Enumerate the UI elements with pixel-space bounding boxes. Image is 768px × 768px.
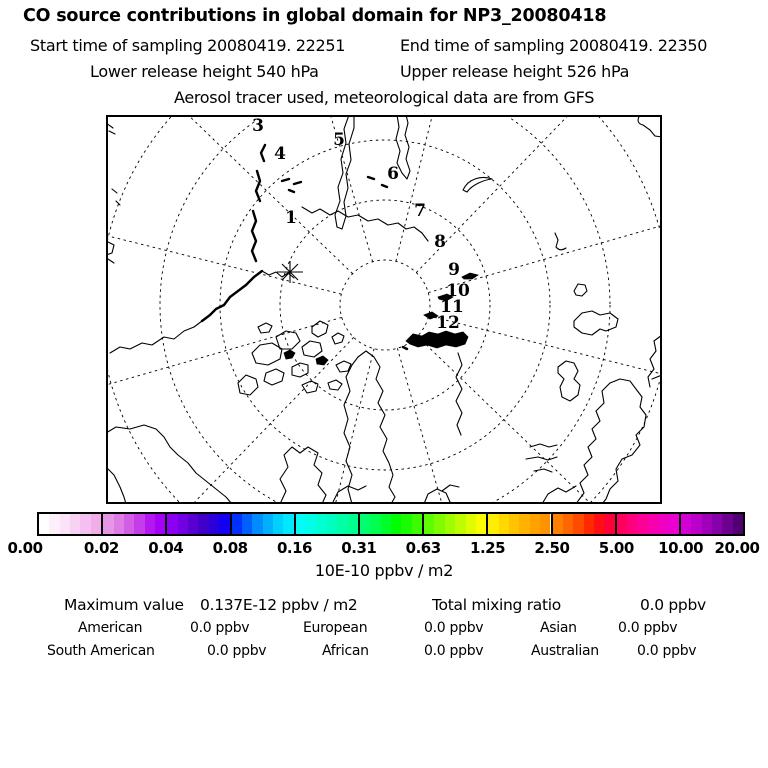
colorbar-cell	[219, 514, 229, 534]
lower-release-label: Lower release height 540 hPa	[90, 62, 319, 81]
colorbar-tick-label: 0.63	[405, 539, 441, 557]
meridian-line	[429, 316, 662, 416]
colorbar-segment	[681, 514, 743, 534]
latitude-circle	[106, 115, 662, 504]
colorbar-cell	[60, 514, 70, 534]
colorbar-cell	[296, 514, 306, 534]
colorbar-cell	[178, 514, 188, 534]
region-value: 0.0 ppbv	[618, 620, 678, 636]
colorbar-segment	[296, 514, 360, 534]
colorbar-segment	[39, 514, 103, 534]
trajectory-point-label: 5	[333, 130, 345, 150]
graticule	[106, 115, 662, 504]
colorbar-cell	[424, 514, 434, 534]
colorbar-cell	[188, 514, 198, 534]
meridian-line	[416, 115, 662, 273]
max-value: 0.137E-12 ppbv / m2	[200, 596, 358, 614]
colorbar-cell	[476, 514, 486, 534]
max-value-label: Maximum value	[64, 596, 184, 614]
colorbar-cell	[263, 514, 273, 534]
colorbar-cell	[722, 514, 732, 534]
region-name: Australian	[531, 643, 599, 659]
trajectory-point-label: 8	[434, 232, 446, 252]
colorbar-tick-label: 20.00	[714, 539, 760, 557]
colorbar-cell	[540, 514, 550, 534]
colorbar-cell	[455, 514, 465, 534]
colorbar-cell	[488, 514, 498, 534]
colorbar-cell	[242, 514, 252, 534]
region-name: European	[303, 620, 368, 636]
colorbar-cell	[563, 514, 573, 534]
colorbar-segment	[360, 514, 424, 534]
trajectory-point-label: 7	[414, 201, 426, 221]
colorbar-segment	[232, 514, 296, 534]
colorbar-cell	[316, 514, 326, 534]
meridian-line	[106, 194, 341, 294]
trajectory-point-label: 6	[387, 164, 399, 184]
colorbar-cell	[466, 514, 476, 534]
colorbar-cell	[114, 514, 124, 534]
colorbar-cell	[232, 514, 242, 534]
colorbar-cell	[348, 514, 358, 534]
colorbar-cell	[553, 514, 563, 534]
colorbar-tick-label: 0.08	[212, 539, 248, 557]
colorbar-cell	[401, 514, 411, 534]
trajectory-point-label: 11	[440, 297, 464, 317]
region-value: 0.0 ppbv	[637, 643, 697, 659]
colorbar-cell	[668, 514, 678, 534]
dense-cluster	[406, 331, 468, 348]
meridian-line	[397, 348, 511, 504]
region-name: Asian	[540, 620, 577, 636]
colorbar-tick-label: 5.00	[598, 539, 634, 557]
colorbar-cell	[306, 514, 316, 534]
colorbar-cell	[712, 514, 722, 534]
polar-map-svg	[106, 115, 662, 504]
colorbar-tick-label: 0.16	[276, 539, 312, 557]
colorbar-cell	[252, 514, 262, 534]
colorbar-cell	[91, 514, 101, 534]
colorbar-cell	[360, 514, 370, 534]
start-time-label: Start time of sampling 20080419. 22251	[30, 36, 346, 55]
meridian-line	[258, 115, 372, 262]
colorbar-cell	[70, 514, 80, 534]
colorbar-tick-label: 2.50	[534, 539, 570, 557]
colorbar-cell	[209, 514, 219, 534]
colorbar-ticks	[0, 539, 768, 559]
colorbar-cell	[434, 514, 444, 534]
colorbar-cell	[370, 514, 380, 534]
region-value: 0.0 ppbv	[424, 620, 484, 636]
colorbar-segment	[103, 514, 167, 534]
region-value: 0.0 ppbv	[424, 643, 484, 659]
colorbar-cell	[627, 514, 637, 534]
colorbar-segment	[488, 514, 552, 534]
colorbar-cell	[604, 514, 614, 534]
colorbar-segment	[424, 514, 488, 534]
meridian-line	[396, 115, 496, 261]
map-frame	[107, 116, 661, 503]
meridian-line	[274, 349, 374, 504]
meridian-line	[417, 336, 662, 504]
latitude-circle	[106, 115, 662, 504]
release-marker	[277, 261, 303, 283]
colorbar-tick-label: 0.31	[341, 539, 377, 557]
colorbar-cell	[39, 514, 49, 534]
colorbar-cell	[103, 514, 113, 534]
colorbar-cell	[273, 514, 283, 534]
trajectory-point-label: 1	[285, 208, 297, 228]
polar-map	[106, 115, 662, 504]
colorbar-cell	[499, 514, 509, 534]
colorbar-cell	[530, 514, 540, 534]
colorbar-cell	[412, 514, 422, 534]
colorbar-cell	[648, 514, 658, 534]
colorbar-cell	[49, 514, 59, 534]
trajectory-point-label: 12	[436, 313, 460, 333]
colorbar-cell	[691, 514, 701, 534]
colorbar-cell	[327, 514, 337, 534]
region-name: South American	[47, 643, 155, 659]
colorbar-cell	[658, 514, 668, 534]
colorbar-cell	[594, 514, 604, 534]
colorbar-tick-label: 1.25	[470, 539, 506, 557]
colorbar-tick-label: 10.00	[658, 539, 704, 557]
region-value: 0.0 ppbv	[207, 643, 267, 659]
colorbar-cell	[80, 514, 90, 534]
colorbar-cell	[381, 514, 391, 534]
colorbar-segment	[617, 514, 681, 534]
region-value: 0.0 ppbv	[190, 620, 250, 636]
colorbar-cell	[573, 514, 583, 534]
colorbar-cell	[145, 514, 155, 534]
upper-release-label: Upper release height 526 hPa	[400, 62, 630, 81]
colorbar-cell	[733, 514, 743, 534]
colorbar	[37, 512, 745, 536]
colorbar-cell	[283, 514, 293, 534]
colorbar-tick-label: 0.04	[148, 539, 184, 557]
colorbar-cell	[337, 514, 347, 534]
colorbar-cell	[445, 514, 455, 534]
colorbar-cell	[584, 514, 594, 534]
colorbar-segment	[167, 514, 231, 534]
colorbar-cell	[509, 514, 519, 534]
end-time-label: End time of sampling 20080419. 22350	[400, 36, 708, 55]
trajectory-point-label: 3	[252, 116, 264, 136]
total-mixing-ratio-value: 0.0 ppbv	[640, 596, 706, 614]
colorbar-tick-label: 0.00	[7, 539, 43, 557]
trajectory-point-label: 10	[446, 281, 470, 301]
colorbar-tick-label: 0.02	[83, 539, 119, 557]
colorbar-cell	[391, 514, 401, 534]
latitude-circle	[220, 140, 550, 470]
meridian-line	[106, 115, 353, 274]
total-mixing-ratio-label: Total mixing ratio	[432, 596, 561, 614]
region-name: African	[322, 643, 369, 659]
tracer-info-label: Aerosol tracer used, meteorological data are from GFS	[173, 88, 595, 107]
page-title: CO source contributions in global domain for NP3_20080418	[23, 6, 607, 26]
colorbar-cell	[519, 514, 529, 534]
colorbar-cell	[681, 514, 691, 534]
region-name: American	[78, 620, 143, 636]
colorbar-cell	[702, 514, 712, 534]
colorbar-cell	[155, 514, 165, 534]
trajectory-point-label: 9	[448, 260, 460, 280]
trajectory-point-label: 4	[274, 144, 286, 164]
colorbar-segment	[553, 514, 617, 534]
colorbar-cell	[167, 514, 177, 534]
colorbar-cell	[617, 514, 627, 534]
colorbar-cell	[134, 514, 144, 534]
colorbar-cell	[198, 514, 208, 534]
colorbar-cell	[124, 514, 134, 534]
colorbar-cell	[637, 514, 647, 534]
colorbar-unit-label: 10E-10 ppbv / m2	[314, 561, 454, 580]
coastlines	[106, 115, 662, 504]
